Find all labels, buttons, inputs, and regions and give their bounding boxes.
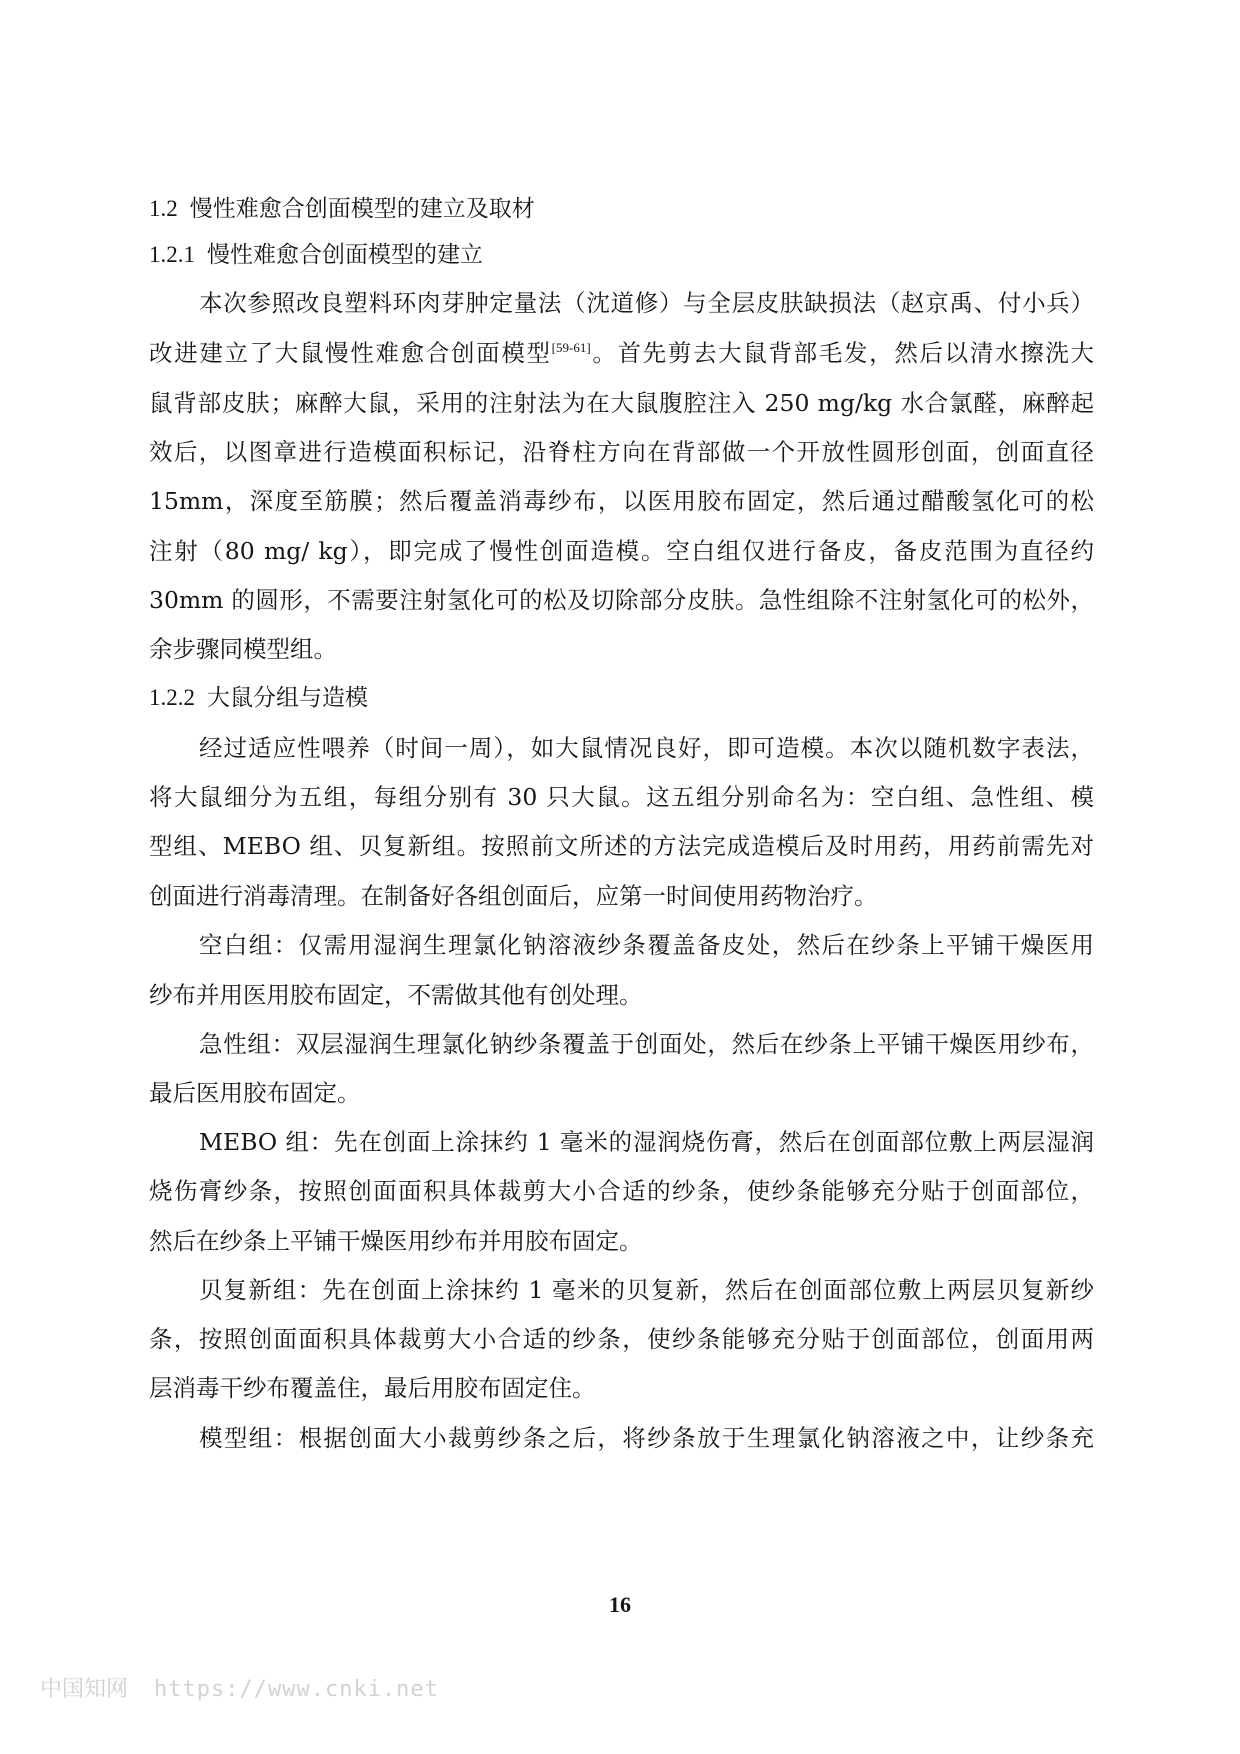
subsection-heading (149, 240, 483, 270)
watermark (40, 1672, 465, 1703)
paragraph-line: 烧伤膏纱条，按照创面面积具体裁剪大小合适的纱条，使纱条能够充分贴于创面部位， (149, 1177, 1094, 1205)
paragraph-line: 贝复新组：先在创面上涂抹约 1 毫米的贝复新，然后在创面部位敷上两层贝复新纱 (199, 1276, 1094, 1304)
paragraph-line: 然后在纱条上平铺干燥医用纱布并用胶布固定。 (149, 1227, 643, 1255)
subsection-heading (149, 683, 368, 713)
paragraph-line: 将大鼠细分为五组，每组分别有 30 只大鼠。这五组分别命名为：空白组、急性组、模 (149, 783, 1094, 811)
paragraph-line: 效后，以图章进行造模面积标记，沿脊柱方向在背部做一个开放性圆形创面，创面直径 (149, 438, 1094, 466)
citation-ref: [59-61] (551, 340, 591, 355)
paragraph-line: 本次参照改良塑料环肉芽肿定量法（沈道修）与全层皮肤缺损法（赵京禹、付小兵） (199, 289, 1094, 317)
subsection-title: 慢性难愈合创面模型的建立 (207, 242, 483, 268)
paragraph-line: 15mm，深度至筋膜；然后覆盖消毒纱布，以医用胶布固定，然后通过醋酸氢化可的松 (149, 487, 1094, 515)
section-heading (149, 194, 535, 224)
watermark-brand: 中国知网 (40, 1677, 129, 1702)
paragraph-line: 经过适应性喂养（时间一周），如大鼠情况良好，即可造模。本次以随机数字表法， (199, 734, 1094, 762)
paragraph-line: 注射（80 mg/ kg），即完成了慢性创面造模。空白组仅进行备皮，备皮范围为直径约 (149, 537, 1094, 565)
page-number: 16 (609, 1592, 631, 1617)
paragraph-line: 空白组：仅需用湿润生理氯化钠溶液纱条覆盖备皮处，然后在纱条上平铺干燥医用 (199, 931, 1094, 959)
paragraph-line: 纱布并用医用胶布固定，不需做其他有创处理。 (149, 981, 643, 1009)
subsection-number: 1.2.2 (149, 685, 195, 710)
text-fragment: 。首先剪去大鼠背部毛发，然后以清水擦洗大 (590, 339, 1095, 367)
text-fragment: 改进建立了大鼠慢性难愈合创面模型 (149, 339, 552, 367)
paragraph-line: 最后医用胶布固定。 (149, 1079, 361, 1107)
paragraph-line: 30mm 的圆形，不需要注射氢化可的松及切除部分皮肤。急性组除不注射氢化可的松外， (149, 586, 1094, 614)
watermark-url: https://www.cnki.net (154, 1677, 439, 1702)
paragraph-line: 模型组：根据创面大小裁剪纱条之后，将纱条放于生理氯化钠溶液之中，让纱条充 (199, 1424, 1094, 1452)
paragraph-line: 型组、MEBO 组、贝复新组。按照前文所述的方法完成造模后及时用药，用药前需先对 (149, 832, 1094, 860)
subsection-number: 1.2.1 (149, 242, 195, 267)
paragraph-line (149, 338, 1094, 368)
section-number: 1.2 (149, 196, 178, 221)
paragraph-line: 鼠背部皮肤；麻醉大鼠，采用的注射法为在大鼠腹腔注入 250 mg/kg 水合氯醛，麻醉起 (149, 389, 1094, 417)
paragraph-line: MEBO 组：先在创面上涂抹约 1 毫米的湿润烧伤膏，然后在创面部位敷上两层湿润 (199, 1128, 1094, 1156)
section-title: 慢性难愈合创面模型的建立及取材 (189, 196, 535, 222)
paragraph-line: 条，按照创面面积具体裁剪大小合适的纱条，使纱条能够充分贴于创面部位，创面用两 (149, 1325, 1094, 1353)
paragraph-line: 余步骤同模型组。 (149, 635, 337, 663)
paragraph-line: 创面进行消毒清理。在制备好各组创面后，应第一时间使用药物治疗。 (149, 882, 878, 910)
paragraph-line: 层消毒干纱布覆盖住，最后用胶布固定住。 (149, 1374, 596, 1402)
paragraph-line: 急性组：双层湿润生理氯化钠纱条覆盖于创面处，然后在纱条上平铺干燥医用纱布， (199, 1030, 1094, 1058)
subsection-title: 大鼠分组与造模 (207, 685, 368, 711)
